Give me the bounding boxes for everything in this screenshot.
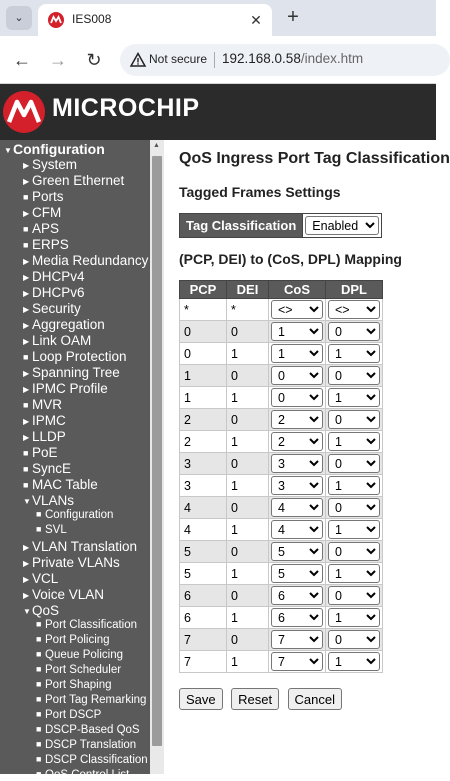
sidebar-item-ports[interactable] xyxy=(23,189,64,204)
collapsed-triangle-icon: ▶ xyxy=(23,321,30,330)
sidebar-item-dscp-based-qos[interactable] xyxy=(36,724,140,736)
bullet-icon: ■ xyxy=(23,224,29,234)
dpl-cell xyxy=(326,409,383,431)
cos-select[interactable] xyxy=(271,432,323,451)
sidebar-item-label: DSCP-Based QoS xyxy=(45,724,140,736)
cos-select[interactable] xyxy=(271,476,323,495)
header-cos: CoS xyxy=(269,281,326,299)
dpl-select[interactable] xyxy=(328,520,380,539)
sidebar-item-port-scheduler[interactable] xyxy=(36,664,121,676)
cos-cell xyxy=(269,475,326,497)
sidebar-item-cfm[interactable] xyxy=(23,205,61,220)
cos-cell xyxy=(269,453,326,475)
sidebar-item-loop-protection[interactable] xyxy=(23,349,127,364)
sidebar-item-label: Green Ethernet xyxy=(32,173,125,188)
sidebar-item-label: MAC Table xyxy=(32,477,98,492)
collapsed-triangle-icon: ▶ xyxy=(23,575,30,584)
dpl-cell xyxy=(326,431,383,453)
dpl-select[interactable] xyxy=(328,410,380,429)
dei-cell: 1 xyxy=(227,519,269,541)
bullet-icon: ■ xyxy=(36,724,42,734)
dpl-select[interactable] xyxy=(328,652,380,671)
microchip-favicon-icon xyxy=(48,12,64,28)
sidebar-item-media-redundancy[interactable] xyxy=(23,253,148,268)
expanded-triangle-icon: ▼ xyxy=(23,497,31,506)
sidebar-item-label: Security xyxy=(32,301,81,316)
dpl-cell xyxy=(326,607,383,629)
cos-cell xyxy=(269,585,326,607)
scroll-up-arrow-icon[interactable]: ▲ xyxy=(153,142,160,149)
sidebar-item-vlans[interactable] xyxy=(23,493,74,508)
sidebar-heading-label: Configuration xyxy=(13,141,105,157)
dpl-select[interactable] xyxy=(328,608,380,627)
sidebar-item-port-policing[interactable] xyxy=(36,634,110,646)
cos-select[interactable] xyxy=(271,586,323,605)
pcp-cell: * xyxy=(180,299,227,321)
pcp-cell: 3 xyxy=(180,475,227,497)
dei-cell: 0 xyxy=(227,629,269,651)
url-text xyxy=(222,51,363,66)
pcp-cell: 6 xyxy=(180,607,227,629)
pcp-cell: 2 xyxy=(180,409,227,431)
collapsed-triangle-icon: ▶ xyxy=(23,385,30,394)
scrollbar-thumb[interactable] xyxy=(152,156,162,746)
sidebar-item-svl[interactable] xyxy=(36,524,67,536)
main-content xyxy=(164,140,450,774)
bullet-icon: ■ xyxy=(23,464,29,474)
dpl-cell xyxy=(326,629,383,651)
collapsed-triangle-icon: ▶ xyxy=(23,289,30,298)
dei-cell: 0 xyxy=(227,321,269,343)
mapping-row xyxy=(180,497,383,519)
sidebar-menu xyxy=(0,140,150,781)
sidebar-item-label: QoS Control List xyxy=(45,769,130,781)
pcp-cell: 7 xyxy=(180,629,227,651)
dei-cell: 0 xyxy=(227,409,269,431)
cos-select[interactable] xyxy=(271,366,323,385)
dpl-cell xyxy=(326,585,383,607)
microchip-logo-icon xyxy=(2,90,46,134)
sidebar-item-port-classification[interactable] xyxy=(36,619,137,631)
dpl-select[interactable] xyxy=(328,388,380,407)
sidebar-item-label: System xyxy=(32,157,78,172)
dpl-select[interactable] xyxy=(328,498,380,517)
browser-tab-bar xyxy=(0,0,436,36)
dei-cell: 0 xyxy=(227,365,269,387)
mapping-row xyxy=(180,299,383,321)
forward-arrow-icon[interactable]: → xyxy=(49,50,67,70)
sidebar-item-label: IPMC xyxy=(32,413,66,428)
pcp-cell: 2 xyxy=(180,431,227,453)
sidebar-item-ipmc-profile[interactable] xyxy=(23,381,108,396)
mapping-row xyxy=(180,519,383,541)
tag-classification-select[interactable] xyxy=(305,216,379,235)
bullet-icon: ■ xyxy=(36,619,42,629)
mapping-row xyxy=(180,431,383,453)
cos-select[interactable] xyxy=(271,322,323,341)
dpl-select[interactable] xyxy=(328,564,380,583)
sidebar-item-label: Spanning Tree xyxy=(32,365,120,380)
bullet-icon: ■ xyxy=(36,754,42,764)
sidebar-item-label: DSCP Translation xyxy=(45,739,137,751)
bullet-icon: ■ xyxy=(36,649,42,659)
expanded-triangle-icon: ▼ xyxy=(23,607,31,616)
mapping-row xyxy=(180,409,383,431)
pcp-cell: 1 xyxy=(180,387,227,409)
reset-button[interactable]: Reset xyxy=(231,688,279,710)
bullet-icon: ■ xyxy=(36,664,42,674)
bullet-icon: ■ xyxy=(36,524,42,534)
dpl-select[interactable] xyxy=(328,586,380,605)
sidebar-item-vcl[interactable] xyxy=(23,571,58,586)
back-arrow-icon[interactable]: ← xyxy=(13,50,31,70)
sidebar-item-label: PoE xyxy=(32,445,58,460)
tag-classification-label: Tag Classification xyxy=(180,214,303,238)
sidebar-item-label: Port Scheduler xyxy=(45,664,122,676)
bullet-icon: ■ xyxy=(36,634,42,644)
tag-classification-cell xyxy=(303,214,382,238)
sidebar-item-label: Port Classification xyxy=(45,619,138,631)
dei-cell: 1 xyxy=(227,607,269,629)
header-dpl: DPL xyxy=(326,281,383,299)
sidebar-item-mac-table[interactable] xyxy=(23,477,98,492)
dpl-cell xyxy=(326,519,383,541)
dei-cell: 0 xyxy=(227,541,269,563)
cos-cell xyxy=(269,387,326,409)
dei-cell: 0 xyxy=(227,585,269,607)
bullet-icon: ■ xyxy=(36,694,42,704)
address-separator xyxy=(214,52,215,68)
sidebar-item-private-vlans[interactable] xyxy=(23,555,120,570)
browser-toolbar xyxy=(0,36,436,84)
sidebar-item-label: Queue Policing xyxy=(45,649,123,661)
dei-cell: 1 xyxy=(227,651,269,673)
dpl-select[interactable] xyxy=(328,322,380,341)
cos-cell xyxy=(269,431,326,453)
mapping-header-row xyxy=(180,281,383,299)
sidebar-item-dhcpv6[interactable] xyxy=(23,285,85,300)
sidebar-item-dhcpv4[interactable] xyxy=(23,269,85,284)
bullet-icon: ■ xyxy=(23,400,29,410)
collapsed-triangle-icon: ▶ xyxy=(23,209,30,218)
bullet-icon: ■ xyxy=(23,240,29,250)
dpl-cell xyxy=(326,343,383,365)
tab-search-chevron-icon[interactable]: ⌄ xyxy=(6,6,32,30)
dei-cell: 0 xyxy=(227,497,269,519)
sidebar-item-port-tag-remarking[interactable] xyxy=(36,694,146,706)
pcp-cell: 1 xyxy=(180,365,227,387)
dpl-select[interactable] xyxy=(328,630,380,649)
form-buttons xyxy=(179,688,346,710)
warning-triangle-icon xyxy=(130,52,146,68)
pcp-cell: 0 xyxy=(180,321,227,343)
mapping-row xyxy=(180,585,383,607)
sidebar-item-dscp-translation[interactable] xyxy=(36,739,136,751)
header-banner xyxy=(0,84,436,140)
pcp-cell: 6 xyxy=(180,585,227,607)
dpl-cell xyxy=(326,651,383,673)
reload-icon[interactable]: ↻ xyxy=(86,50,102,70)
cancel-button[interactable]: Cancel xyxy=(288,688,342,710)
collapsed-triangle-icon: ▶ xyxy=(23,273,30,282)
sidebar-item-synce[interactable] xyxy=(23,461,71,476)
cos-select[interactable] xyxy=(271,388,323,407)
sidebar-item-label: SVL xyxy=(45,524,67,536)
page-title: QoS Ingress Port Tag Classification xyxy=(179,150,450,167)
cos-cell xyxy=(269,563,326,585)
cos-select[interactable] xyxy=(271,608,323,627)
collapsed-triangle-icon: ▶ xyxy=(23,305,30,314)
header-dei: DEI xyxy=(227,281,269,299)
tab-title: IES008 xyxy=(72,12,112,26)
sidebar-item-qos[interactable] xyxy=(23,603,59,618)
sidebar-item-label: Link OAM xyxy=(32,333,92,348)
pcp-cell: 0 xyxy=(180,343,227,365)
mapping-row xyxy=(180,651,383,673)
sidebar-item-aps[interactable] xyxy=(23,221,59,236)
sidebar-item-label: Port Shaping xyxy=(45,679,112,691)
sidebar-item-poe[interactable] xyxy=(23,445,58,460)
dpl-cell xyxy=(326,563,383,585)
dpl-cell xyxy=(326,475,383,497)
bullet-icon: ■ xyxy=(36,769,42,779)
dpl-select[interactable] xyxy=(328,476,380,495)
dpl-cell xyxy=(326,453,383,475)
sidebar-item-label: Media Redundancy xyxy=(32,253,149,268)
pcp-dei-mapping-table xyxy=(179,280,383,673)
dei-cell: * xyxy=(227,299,269,321)
sidebar-item-green-ethernet[interactable] xyxy=(23,173,124,188)
mapping-row xyxy=(180,607,383,629)
sidebar-item-label: Port DSCP xyxy=(45,709,102,721)
mapping-row xyxy=(180,321,383,343)
cos-cell xyxy=(269,497,326,519)
sidebar-item-label: Port Tag Remarking xyxy=(45,694,147,706)
mapping-row xyxy=(180,453,383,475)
mapping-heading: (PCP, DEI) to (CoS, DPL) Mapping xyxy=(179,251,402,267)
sidebar-item-configuration[interactable] xyxy=(36,509,113,521)
cos-cell xyxy=(269,629,326,651)
dei-cell: 1 xyxy=(227,343,269,365)
cos-select[interactable] xyxy=(271,564,323,583)
pcp-cell: 4 xyxy=(180,519,227,541)
cos-cell xyxy=(269,409,326,431)
cos-select[interactable] xyxy=(271,454,323,473)
sidebar-heading-configuration[interactable] xyxy=(4,141,105,157)
sidebar-item-vlan-translation[interactable] xyxy=(23,539,137,554)
save-button[interactable]: Save xyxy=(179,688,223,710)
sidebar-item-label: Port Policing xyxy=(45,634,110,646)
collapsed-triangle-icon: ▶ xyxy=(23,177,30,186)
sidebar-scrollbar[interactable] xyxy=(150,140,164,774)
cos-cell xyxy=(269,321,326,343)
collapsed-triangle-icon: ▶ xyxy=(23,337,30,346)
brand-name: MICROCHIP xyxy=(52,94,200,122)
tab-close-icon[interactable]: ✕ xyxy=(250,12,262,28)
cos-select[interactable] xyxy=(271,542,323,561)
sidebar-item-system[interactable] xyxy=(23,157,77,172)
dpl-select[interactable] xyxy=(328,432,380,451)
dpl-cell xyxy=(326,497,383,519)
expanded-triangle-icon: ▼ xyxy=(4,146,12,155)
collapsed-triangle-icon: ▶ xyxy=(23,559,30,568)
collapsed-triangle-icon: ▶ xyxy=(23,543,30,552)
address-bar[interactable] xyxy=(120,44,450,76)
sidebar-item-aggregation[interactable] xyxy=(23,317,105,332)
sidebar-item-label: VLANs xyxy=(32,493,75,508)
collapsed-triangle-icon: ▶ xyxy=(23,257,30,266)
pcp-cell: 7 xyxy=(180,651,227,673)
dpl-cell xyxy=(326,299,383,321)
mapping-row xyxy=(180,475,383,497)
pcp-cell: 3 xyxy=(180,453,227,475)
tagged-frames-heading: Tagged Frames Settings xyxy=(179,184,341,200)
dpl-select[interactable] xyxy=(328,366,380,385)
dpl-select[interactable] xyxy=(328,454,380,473)
bullet-icon: ■ xyxy=(23,448,29,458)
sidebar-item-mvr[interactable] xyxy=(23,397,62,412)
dpl-select[interactable] xyxy=(328,300,380,319)
mapping-row xyxy=(180,541,383,563)
bullet-icon: ■ xyxy=(36,679,42,689)
bullet-icon: ■ xyxy=(23,352,29,362)
cos-cell xyxy=(269,343,326,365)
sidebar-item-label: VCL xyxy=(32,571,59,586)
dpl-cell xyxy=(326,321,383,343)
mapping-row xyxy=(180,563,383,585)
sidebar-item-spanning-tree[interactable] xyxy=(23,365,120,380)
sidebar-item-port-dscp[interactable] xyxy=(36,709,101,721)
sidebar-item-label: MVR xyxy=(32,397,62,412)
cos-select[interactable] xyxy=(271,498,323,517)
sidebar-item-label: DHCPv4 xyxy=(32,269,85,284)
cos-cell xyxy=(269,299,326,321)
cos-select[interactable] xyxy=(271,410,323,429)
mapping-table-body xyxy=(180,299,383,673)
dpl-select[interactable] xyxy=(328,344,380,363)
dei-cell: 1 xyxy=(227,563,269,585)
not-secure-label: Not secure xyxy=(149,52,208,66)
collapsed-triangle-icon: ▶ xyxy=(23,591,30,600)
cos-select[interactable] xyxy=(271,520,323,539)
url-path: /index.htm xyxy=(300,51,364,66)
bullet-icon: ■ xyxy=(23,192,29,202)
dei-cell: 1 xyxy=(227,387,269,409)
sidebar-item-label: CFM xyxy=(32,205,62,220)
sidebar-item-security[interactable] xyxy=(23,301,81,316)
sidebar-item-label: DHCPv6 xyxy=(32,285,85,300)
dpl-cell xyxy=(326,365,383,387)
header-pcp: PCP xyxy=(180,281,227,299)
sidebar-item-port-shaping[interactable] xyxy=(36,679,112,691)
sidebar-item-ipmc[interactable] xyxy=(23,413,66,428)
dei-cell: 0 xyxy=(227,453,269,475)
sidebar-item-label: APS xyxy=(32,221,60,236)
sidebar-item-label: VLAN Translation xyxy=(32,539,138,554)
sidebar-item-label: ERPS xyxy=(32,237,69,252)
new-tab-icon[interactable]: + xyxy=(287,6,299,28)
tag-classification-table xyxy=(179,213,382,238)
sidebar-item-link-oam[interactable] xyxy=(23,333,91,348)
sidebar-item-qos-control-list[interactable] xyxy=(36,769,129,781)
cos-cell xyxy=(269,365,326,387)
sidebar-item-label: Voice VLAN xyxy=(32,587,105,602)
dpl-cell xyxy=(326,541,383,563)
sidebar-item-label: Loop Protection xyxy=(32,349,127,364)
sidebar-item-lldp[interactable] xyxy=(23,429,66,444)
dei-cell: 1 xyxy=(227,431,269,453)
sidebar-item-label: QoS xyxy=(32,603,60,618)
pcp-cell: 4 xyxy=(180,497,227,519)
dpl-cell xyxy=(326,387,383,409)
cos-select[interactable] xyxy=(271,300,323,319)
cos-cell xyxy=(269,607,326,629)
sidebar-item-queue-policing[interactable] xyxy=(36,649,123,661)
cos-select[interactable] xyxy=(271,630,323,649)
sidebar-item-label: IPMC Profile xyxy=(32,381,108,396)
mapping-row xyxy=(180,629,383,651)
sidebar-item-label: SyncE xyxy=(32,461,72,476)
dpl-select[interactable] xyxy=(328,542,380,561)
cos-cell xyxy=(269,541,326,563)
sidebar-item-label: LLDP xyxy=(32,429,66,444)
sidebar-item-erps[interactable] xyxy=(23,237,69,252)
mapping-row xyxy=(180,387,383,409)
sidebar-item-label: DSCP Classification xyxy=(45,754,148,766)
cos-cell xyxy=(269,519,326,541)
bullet-icon: ■ xyxy=(36,739,42,749)
collapsed-triangle-icon: ▶ xyxy=(23,417,30,426)
sidebar-item-label: Aggregation xyxy=(32,317,105,332)
cos-select[interactable] xyxy=(271,652,323,671)
cos-cell xyxy=(269,651,326,673)
bullet-icon: ■ xyxy=(23,480,29,490)
url-host: 192.168.0.58 xyxy=(222,51,301,66)
pcp-cell: 5 xyxy=(180,541,227,563)
dei-cell: 1 xyxy=(227,475,269,497)
bullet-icon: ■ xyxy=(36,709,42,719)
collapsed-triangle-icon: ▶ xyxy=(23,369,30,378)
bullet-icon: ■ xyxy=(36,509,42,519)
pcp-cell: 5 xyxy=(180,563,227,585)
collapsed-triangle-icon: ▶ xyxy=(23,433,30,442)
mapping-row xyxy=(180,343,383,365)
browser-tab[interactable] xyxy=(38,4,272,36)
sidebar-item-label: Private VLANs xyxy=(32,555,120,570)
mapping-row xyxy=(180,365,383,387)
sidebar-item-dscp-classification[interactable] xyxy=(36,754,148,766)
sidebar-item-label: Ports xyxy=(32,189,64,204)
sidebar-item-voice-vlan[interactable] xyxy=(23,587,104,602)
cos-select[interactable] xyxy=(271,344,323,363)
sidebar-item-label: Configuration xyxy=(45,509,114,521)
collapsed-triangle-icon: ▶ xyxy=(23,161,30,170)
